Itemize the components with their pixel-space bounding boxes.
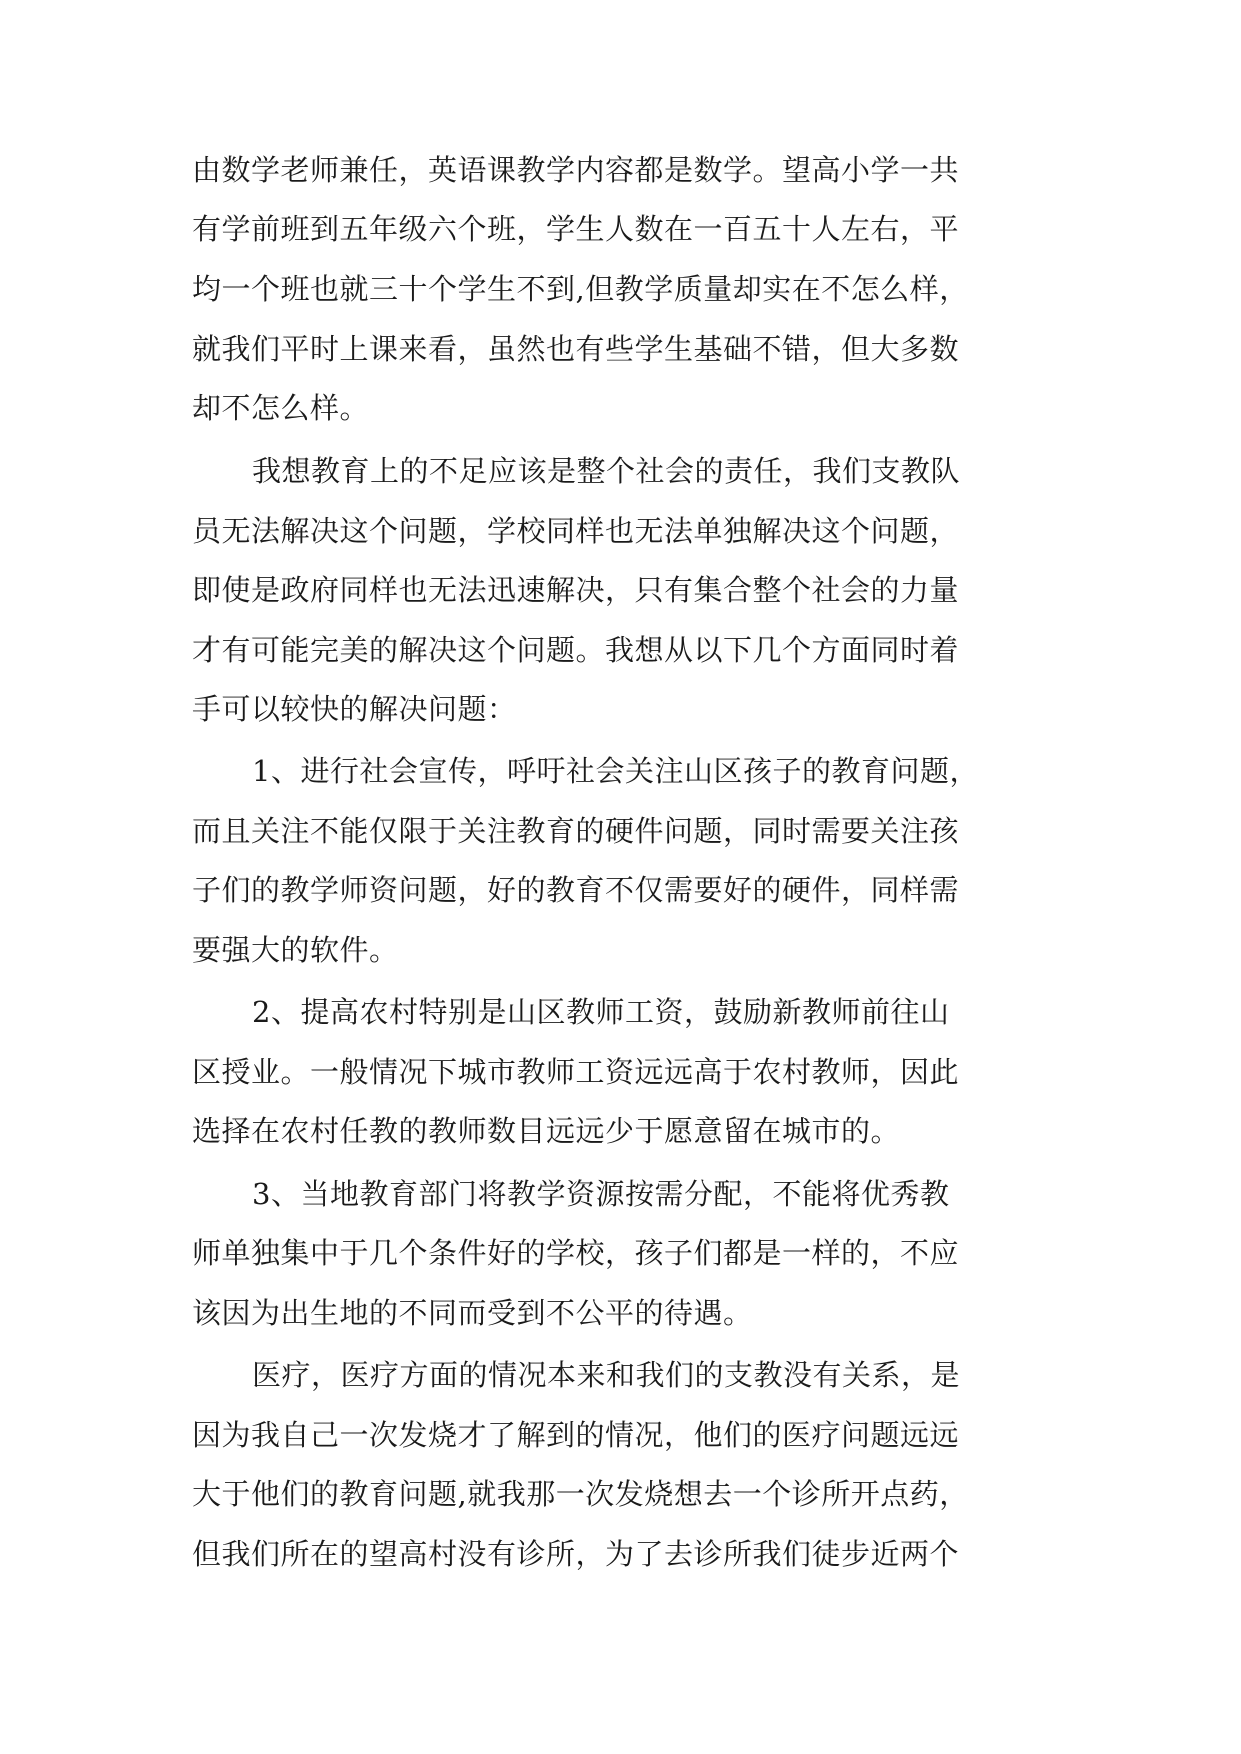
text-line: 有学前班到五年级六个班，学生人数在一百五十人左右，平 — [192, 212, 960, 246]
list-item-2-first-line: 2、提高农村特别是山区教师工资，鼓励新教师前往山 — [252, 995, 950, 1029]
paragraph-first-line: 我想教育上的不足应该是整个社会的责任，我们支教队 — [252, 454, 961, 488]
paragraph-first-line: 医疗，医疗方面的情况本来和我们的支教没有关系，是 — [252, 1358, 961, 1392]
text-line: 子们的教学师资问题，好的教育不仅需要好的硬件，同样需 — [192, 873, 960, 907]
text-line: 区授业。一般情况下城市教师工资远远高于农村教师，因此 — [192, 1055, 960, 1089]
text-line: 却不怎么样。 — [192, 391, 370, 425]
text-line: 该因为出生地的不同而受到不公平的待遇。 — [192, 1296, 753, 1330]
text-line: 由数学老师兼任，英语课教学内容都是数学。望高小学一共 — [192, 153, 960, 187]
text-line: 即使是政府同样也无法迅速解决，只有集合整个社会的力量 — [192, 573, 960, 607]
text-line: 员无法解决这个问题，学校同样也无法单独解决这个问题， — [192, 514, 960, 548]
list-item-3-first-line: 3、当地教育部门将教学资源按需分配，不能将优秀教 — [252, 1177, 950, 1211]
text-line: 而且关注不能仅限于关注教育的硬件问题，同时需要关注孩 — [192, 814, 960, 848]
text-line: 选择在农村任教的教师数目远远少于愿意留在城市的。 — [192, 1114, 901, 1148]
text-line: 均一个班也就三十个学生不到,但教学质量却实在不怎么样， — [192, 272, 969, 306]
text-line: 手可以较快的解决问题： — [192, 692, 517, 726]
text-line: 才有可能完美的解决这个问题。我想从以下几个方面同时着 — [192, 633, 960, 667]
text-line: 就我们平时上课来看，虽然也有些学生基础不错，但大多数 — [192, 332, 960, 366]
text-line: 但我们所在的望高村没有诊所，为了去诊所我们徒步近两个 — [192, 1537, 960, 1571]
text-line: 要强大的软件。 — [192, 933, 399, 967]
text-line: 大于他们的教育问题,就我那一次发烧想去一个诊所开点药， — [192, 1477, 969, 1511]
text-line: 师单独集中于几个条件好的学校，孩子们都是一样的，不应 — [192, 1236, 960, 1270]
text-line: 因为我自己一次发烧才了解到的情况，他们的医疗问题远远 — [192, 1418, 960, 1452]
list-item-1-first-line: 1、进行社会宣传，呼吁社会关注山区孩子的教育问题， — [252, 754, 979, 788]
